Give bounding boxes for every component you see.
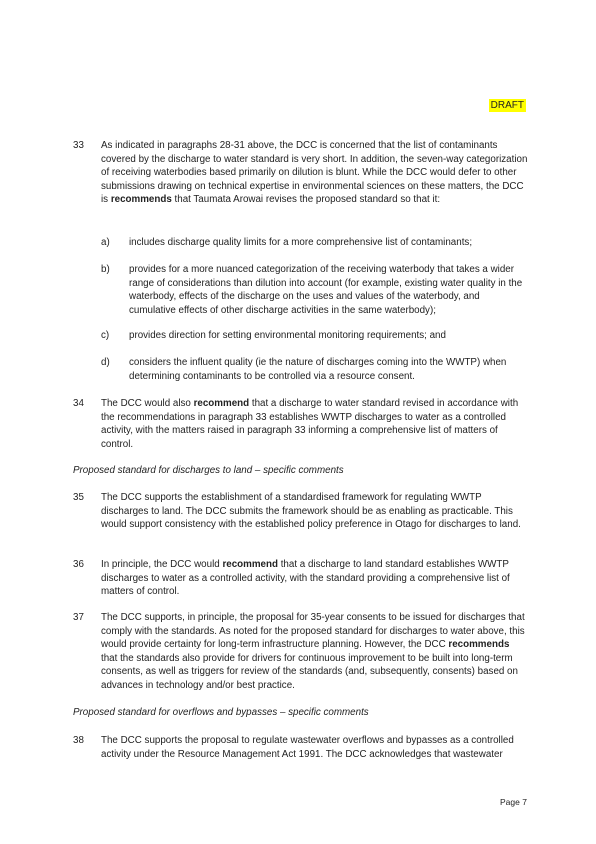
list-letter: b) [101, 264, 110, 275]
paragraph-text [101, 611, 528, 693]
paragraph-text [101, 558, 528, 599]
paragraph-33 [73, 139, 528, 207]
paragraph-number: 34 [73, 398, 84, 409]
paragraph-text: The DCC supports the establishment of a standardised framework for regulating WWTP discharges to land. The DCC submits the framework should be as enabling as practicable. This would support consistency with the established policy preference in Otago for discharges to land. [101, 492, 521, 531]
paragraph-number: 38 [73, 735, 84, 746]
bold-recommendation: recommends [110, 194, 172, 206]
bold-recommendation: recommends [448, 639, 510, 651]
paragraph-35 [73, 491, 528, 532]
paragraph-text-part: that a discharge to water standard revised in accordance with the recommendations in paragraph 33 establishes WWTP discharges to water as a controlled activity, with the matters raised in paragraph 33 informing a comprehensive list of matters of control. [101, 398, 519, 450]
paragraph-text-part: that Taumata Arowai revises the proposed standard so that it: [171, 194, 441, 206]
list-item-d [101, 356, 528, 383]
paragraph-text-part: The DCC supports, in principle, the proposal for 35-year consents to be issued for discharges that comply with the standards. As noted for the proposed standard for discharges to water above, this would provide certainty for long-term infrastructure planning. However, the DCC [101, 612, 525, 651]
paragraph-number: 37 [73, 612, 84, 623]
section-heading-land: Proposed standard for discharges to land – specific comments [73, 465, 344, 476]
paragraph-38 [73, 734, 528, 761]
list-item-c [101, 329, 528, 343]
bold-recommendation: recommend [222, 559, 278, 570]
paragraph-number: 35 [73, 492, 84, 503]
bold-recommendation: recommend [193, 398, 250, 409]
paragraph-34 [73, 397, 528, 451]
section-heading-overflow: Proposed standard for overflows and bypasses – specific comments [73, 707, 369, 718]
list-letter: d) [101, 357, 110, 368]
paragraph-37 [73, 611, 528, 693]
draft-label: DRAFT [490, 100, 524, 111]
list-text: provides direction for setting environmental monitoring requirements; and [129, 330, 446, 341]
paragraph-text-part: that the standards also provide for drivers for continuous improvement to be built into long-term consents, as well as triggers for review of the standards (and, subsequently, consents) based on advances in technology and/or best practice. [101, 652, 518, 691]
page-number: Page 7 [500, 797, 527, 807]
paragraph-text-part: As indicated in paragraphs 28-31 above, the DCC is concerned that the list of contaminants covered by the discharge to water standard is very short. In addition, the seven-way categorization of receiving waterbodies based primarily on dilution is blunt. While the DCC would defer to other submissions drawing on technical expertise in environmental sciences on these matters, the DCC is [101, 140, 528, 206]
list-text: provides for a more nuanced categorization of the receiving waterbody that takes a wider range of considerations than dilution into account (for example, existing water quality in the waterbody, effects of the discharge on the uses and values of the waterbody, and cumulative effects of other discharge activities in the same waterbody); [129, 264, 523, 316]
list-letter: c) [101, 330, 110, 341]
paragraph-text-part: In principle, the DCC would [101, 559, 223, 570]
paragraph-text-part: The DCC would also [101, 398, 194, 409]
list-text: includes discharge quality limits for a more comprehensive list of contaminants; [129, 237, 473, 248]
paragraph-36 [73, 558, 528, 599]
paragraph-number: 33 [73, 140, 84, 151]
paragraph-text: The DCC supports the proposal to regulate wastewater overflows and bypasses as a controlled activity under the Resource Management Act 1991. The DCC acknowledges that wastewater [101, 735, 514, 760]
list-item-a [101, 236, 528, 250]
paragraph-number: 36 [73, 559, 84, 570]
paragraph-text [101, 397, 528, 451]
list-letter: a) [101, 237, 110, 248]
list-text: considers the influent quality (ie the nature of discharges coming into the WWTP) when determining contaminants to be controlled via a resource consent. [129, 357, 507, 382]
paragraph-text-part: that a discharge to land standard establishes WWTP discharges to water as a controlled activity, with the standard providing a comprehensive list of matters of control. [101, 559, 510, 598]
list-item-b [101, 263, 528, 317]
paragraph-text [101, 139, 528, 207]
